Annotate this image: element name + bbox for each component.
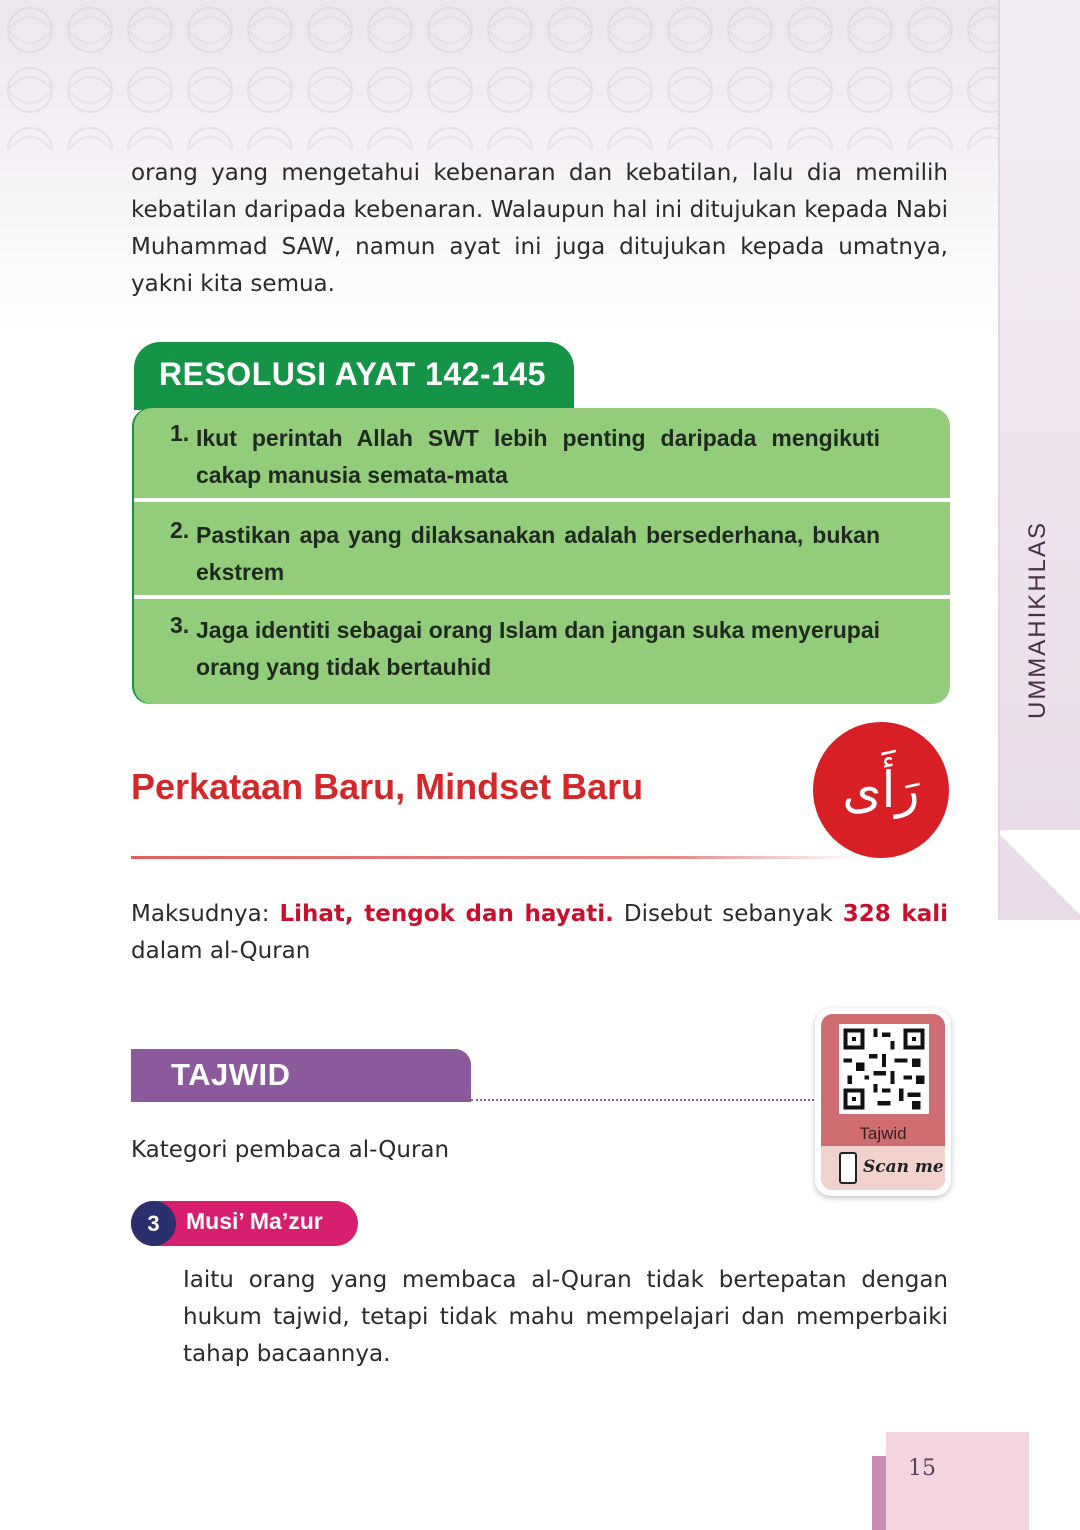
arabic-word-badge: [813, 722, 949, 858]
arabic-word: رَأَى: [842, 761, 920, 819]
resolusi-item-number: 1.: [170, 420, 190, 446]
disebut-suffix: dalam al-Quran: [131, 938, 311, 964]
section-divider: [131, 856, 861, 859]
resolusi-item-text: Ikut perintah Allah SWT lebih penting daripada mengikuti cakap manusia semata-mata: [196, 425, 880, 488]
maksud-label: Maksudnya:: [131, 901, 280, 927]
resolusi-item: [134, 505, 950, 599]
page-number-box: [886, 1432, 1029, 1530]
side-strip: [998, 0, 1080, 920]
resolusi-item-text: Jaga identiti sebagai orang Islam dan jangan suka menyerupai orang yang tidak bertauhid: [196, 617, 880, 680]
ornament-pattern: [0, 0, 1080, 150]
resolusi-item-number: 3.: [170, 612, 190, 638]
side-strip-cut: [1000, 830, 1080, 920]
qr-label: Tajwid: [859, 1124, 907, 1143]
qr-code-icon[interactable]: [839, 1024, 929, 1114]
page-number: 15: [908, 1456, 936, 1481]
disebut-prefix: Disebut sebanyak: [613, 901, 843, 927]
scan-me-label: Scan me: [863, 1157, 944, 1177]
tajwid-subtitle: Kategori pembaca al-Quran: [131, 1137, 450, 1163]
intro-paragraph: orang yang mengetahui kebenaran dan kebatilan, lalu dia memilih kebatilan daripada kebenaran. Walaupun hal ini ditujukan kepada Nabi Muhammad SAW, namun ayat ini juga ditujukan kepada umatnya, yakni kita semua.: [131, 160, 948, 297]
resolusi-list: [134, 408, 950, 704]
qr-scan-card[interactable]: [815, 1008, 951, 1196]
tajwid-dotted-line: [471, 1099, 814, 1101]
resolusi-item: [134, 600, 950, 690]
resolusi-item-number: 2.: [170, 517, 190, 543]
qr-card-inner: [821, 1014, 945, 1190]
perkataan-baru-title: Perkataan Baru, Mindset Baru: [131, 766, 644, 807]
page-number-accent: [872, 1456, 886, 1530]
category-description: Iaitu orang yang membaca al-Quran tidak bertepatan dengan hukum tajwid, tetapi tidak mahu mempelajari dan memperbaiki tahap bacaannya.: [183, 1267, 948, 1367]
side-label: UMMAHIKHLAS: [1024, 520, 1051, 720]
mention-count: 328 kali: [842, 901, 948, 927]
resolusi-title: RESOLUSI AYAT 142-145: [159, 356, 546, 392]
category-number: 3: [131, 1201, 176, 1246]
resolusi-item: [134, 408, 950, 502]
category-name: Musi’ Ma’zur: [186, 1208, 323, 1234]
phone-icon: [839, 1152, 857, 1184]
tajwid-title: TAJWID: [171, 1057, 291, 1092]
maksud-meaning: Lihat, tengok dan hayati.: [279, 901, 614, 927]
resolusi-item-text: Pastikan apa yang dilaksanakan adalah bersederhana, bukan ekstrem: [196, 522, 880, 585]
maksud-text: [131, 896, 948, 970]
